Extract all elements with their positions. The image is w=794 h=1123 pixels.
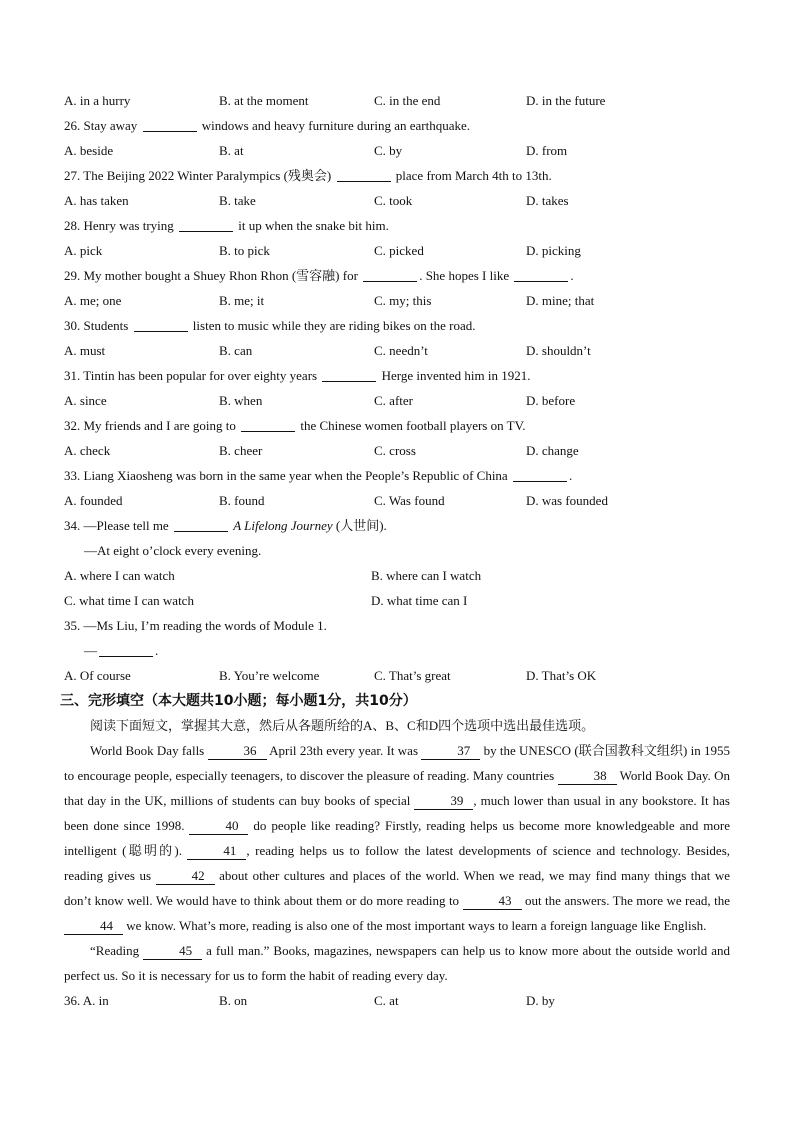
question-30-options: [64, 338, 730, 363]
option-a[interactable]: A. pick: [64, 243, 103, 258]
question-text: 34. —Please tell me: [64, 518, 172, 533]
option-b[interactable]: B. You’re welcome: [219, 668, 320, 683]
option-c[interactable]: C. after: [374, 393, 413, 408]
option-c[interactable]: C. cross: [374, 443, 416, 458]
option-b[interactable]: B. found: [219, 493, 265, 508]
option-b[interactable]: B. can: [219, 343, 253, 358]
blank-37[interactable]: 37: [421, 743, 480, 760]
passage-text: we know. What’s more, reading is also one of the most important ways to learn a foreign language like English.: [123, 918, 707, 933]
blank-36[interactable]: 36: [208, 743, 267, 760]
passage-paragraph-2: [64, 938, 730, 988]
question-31-options: [64, 388, 730, 413]
question-text: 31. Tintin has been popular for over eighty years: [64, 368, 321, 383]
blank-44[interactable]: 44: [64, 918, 123, 935]
option-b[interactable]: B. cheer: [219, 443, 263, 458]
question-27: [64, 163, 730, 188]
question-33-options: [64, 488, 730, 513]
option-d[interactable]: D. mine; that: [526, 293, 595, 308]
option-a[interactable]: A. has taken: [64, 193, 129, 208]
answer-blank[interactable]: [363, 267, 417, 282]
period: .: [155, 643, 159, 658]
passage-text: , much lower than usual in any bookstore. It has been done since 1998.: [64, 793, 730, 833]
exam-page: [60, 88, 731, 1013]
option-d[interactable]: D. by: [526, 993, 555, 1008]
answer-blank[interactable]: [513, 467, 567, 482]
option-a[interactable]: A. founded: [64, 493, 123, 508]
blank-38[interactable]: 38: [558, 768, 617, 785]
blank-40[interactable]: 40: [189, 818, 248, 835]
option-c[interactable]: C. what time I can watch: [64, 593, 194, 608]
passage-text: “Reading: [90, 943, 144, 958]
question-30: [64, 313, 730, 338]
question-34-reply: —At eight o’clock every evening.: [84, 543, 262, 558]
option-d[interactable]: D. picking: [526, 243, 581, 258]
question-35-options: [64, 663, 730, 688]
option-d[interactable]: D. shouldn’t: [526, 343, 591, 358]
section-instruction: 阅读下面短文，掌握其大意，然后从各题所给的A、B、C和D四个选项中选出最佳选项。: [90, 718, 595, 733]
question-32: [64, 413, 730, 438]
answer-blank[interactable]: [143, 117, 197, 132]
option-c[interactable]: C. picked: [374, 243, 424, 258]
question-text: .: [568, 468, 573, 483]
question-text: 33. Liang Xiaosheng was born in the same year when the People’s Republic of China: [64, 468, 511, 483]
answer-blank[interactable]: [337, 167, 391, 182]
question-text: 28. Henry was trying: [64, 218, 178, 233]
option-c[interactable]: C. in the end: [374, 93, 441, 108]
passage-text: April 23th every year. It was: [266, 743, 422, 758]
answer-blank[interactable]: [322, 367, 376, 382]
passage-text: by the UNESCO (联合国教科文组织) in 1955 to encourage people, especially teenagers, to discover the pleasure of reading. Many countries: [64, 743, 730, 783]
option-d[interactable]: D. That’s OK: [526, 668, 597, 683]
answer-blank[interactable]: [99, 642, 153, 657]
question-35-reply: [64, 638, 730, 663]
question-text: 27. The Beijing 2022 Winter Paralympics (残奥会): [64, 168, 335, 183]
passage-text: a full man.” Books, magazines, newspapers can help us to know more about the outside world and perfect us. So it is necessary for us to form the habit of reading every day.: [64, 943, 731, 983]
option-c[interactable]: C. Was found: [374, 493, 445, 508]
q25-options: [64, 88, 730, 113]
question-text: 32. My friends and I are going to: [64, 418, 240, 433]
question-text: 29. My mother bought a Shuey Rhon Rhon (雪容融) for: [64, 268, 362, 283]
question-28: [64, 213, 730, 238]
passage-paragraph-1: [64, 738, 730, 938]
option-b[interactable]: B. at: [219, 143, 244, 158]
book-title: A Lifelong Journey: [233, 518, 333, 533]
passage-text: out the answers. The more we read, the: [521, 893, 730, 908]
option-a[interactable]: 36. A. in: [64, 993, 109, 1008]
passage-text: World Book Day. On that day in the UK, millions of students can buy books of special: [64, 768, 730, 808]
option-c[interactable]: C. took: [374, 193, 413, 208]
option-b[interactable]: B. take: [219, 193, 256, 208]
question-text: it up when the snake bit him.: [235, 218, 389, 233]
passage-text: do people like reading? Firstly, reading helps us become more knowledgeable and more intelligent (聪明的).: [64, 818, 730, 858]
answer-blank[interactable]: [174, 517, 228, 532]
option-a[interactable]: A. Of course: [64, 668, 131, 683]
option-b[interactable]: B. when: [219, 393, 263, 408]
option-c[interactable]: C. That’s great: [374, 668, 451, 683]
option-a[interactable]: A. since: [64, 393, 107, 408]
question-text: 30. Students: [64, 318, 132, 333]
option-d[interactable]: D. in the future: [526, 93, 606, 108]
option-b[interactable]: B. at the moment: [219, 93, 309, 108]
section-title: 三、完形填空（本大题共10小题；每小题1分，共10分）: [60, 693, 417, 709]
cloze-passage: [64, 738, 730, 988]
option-d[interactable]: D. before: [526, 393, 576, 408]
option-c[interactable]: C. at: [374, 993, 399, 1008]
question-29-options: [64, 288, 730, 313]
question-text: listen to music while they are riding bikes on the road.: [189, 318, 476, 333]
option-b[interactable]: B. on: [219, 993, 248, 1008]
option-d[interactable]: D. what time can I: [371, 593, 468, 608]
option-a[interactable]: A. in a hurry: [64, 93, 131, 108]
question-text: Herge invented him in 1921.: [378, 368, 531, 383]
option-b[interactable]: B. to pick: [219, 243, 270, 258]
question-text: place from March 4th to 13th.: [392, 168, 552, 183]
blank-42[interactable]: 42: [156, 868, 215, 885]
option-a[interactable]: A. beside: [64, 143, 114, 158]
option-d[interactable]: D. change: [526, 443, 579, 458]
answer-blank[interactable]: [241, 417, 295, 432]
option-b[interactable]: B. me; it: [219, 293, 265, 308]
question-26: [64, 113, 730, 138]
blank-39[interactable]: 39: [414, 793, 473, 810]
question-34: [64, 513, 730, 538]
option-c[interactable]: C. my; this: [374, 293, 432, 308]
question-26-options: [64, 138, 730, 163]
question-text: (人世间).: [332, 518, 387, 533]
question-31: [64, 363, 730, 388]
option-d[interactable]: D. takes: [526, 193, 569, 208]
blank-43[interactable]: 43: [463, 893, 522, 910]
question-32-options: [64, 438, 730, 463]
option-b[interactable]: B. where can I watch: [371, 568, 482, 583]
option-c[interactable]: C. by: [374, 143, 403, 158]
passage-text: , reading helps us to follow the latest developments of science and technology. Besides, reading gives us: [64, 843, 730, 883]
passage-text: about other cultures and places of the world. When we read, we may find many things that we don’t know well. We would have to think about them or do more reading to: [64, 868, 730, 908]
option-d[interactable]: D. was founded: [526, 493, 608, 508]
dash: —: [84, 643, 97, 658]
option-a[interactable]: A. check: [64, 443, 111, 458]
option-c[interactable]: C. needn’t: [374, 343, 428, 358]
question-33: [64, 463, 730, 488]
option-a[interactable]: A. me; one: [64, 293, 122, 308]
question-36-options: [64, 988, 730, 1013]
option-a[interactable]: A. must: [64, 343, 106, 358]
question-34-options-2: [64, 588, 730, 613]
question-28-options: [64, 238, 730, 263]
passage-text: World Book Day falls: [90, 743, 208, 758]
option-a[interactable]: A. where I can watch: [64, 568, 175, 583]
answer-blank[interactable]: [179, 217, 233, 232]
question-text: .: [570, 268, 574, 283]
question-text: . She hopes I like: [419, 268, 513, 283]
blank-41[interactable]: 41: [187, 843, 246, 860]
question-35: 35. —Ms Liu, I’m reading the words of Module 1.: [64, 618, 327, 633]
question-text: the Chinese women football players on TV.: [297, 418, 526, 433]
option-d[interactable]: D. from: [526, 143, 568, 158]
question-29: [64, 263, 730, 288]
blank-45[interactable]: 45: [143, 943, 202, 960]
question-34-options-1: [64, 563, 730, 588]
answer-blank[interactable]: [514, 267, 568, 282]
question-text: windows and heavy furniture during an earthquake.: [198, 118, 471, 133]
question-27-options: [64, 188, 730, 213]
answer-blank[interactable]: [134, 317, 188, 332]
question-text: 26. Stay away: [64, 118, 141, 133]
